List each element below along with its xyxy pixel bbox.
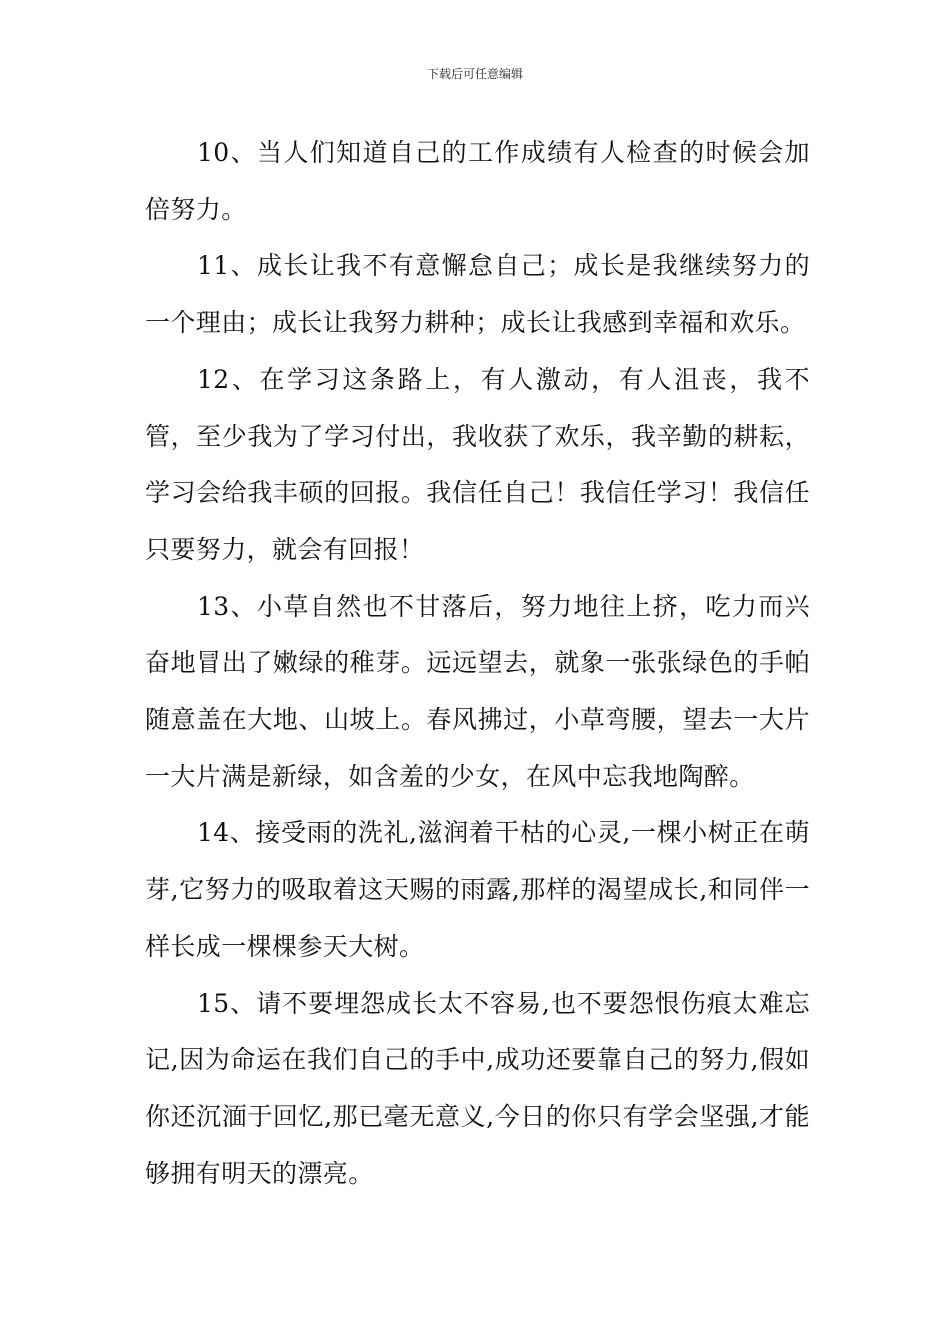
paragraph-11: 11、成长让我不有意懈怠自己；成长是我继续努力的一个理由；成长让我努力耕种；成长让我感到幸福和欢乐。 [145, 251, 810, 338]
paragraph-14: 14、接受雨的洗礼,滋润着干枯的心灵,一棵小树正在萌芽,它努力的吸取着这天赐的雨露,那样的渴望成长,和同伴一样长成一棵棵参天大树。 [145, 818, 810, 961]
paragraph-15: 15、请不要埋怨成长太不容易,也不要怨恨伤痕太难忘记,因为命运在我们自己的手中,成功还要靠自己的努力,假如你还沉湎于回忆,那已毫无意义,今日的你只有学会坚强,才能够拥有明天的漂亮。 [145, 988, 810, 1188]
page-header: 下载后可任意编辑 [426, 67, 523, 81]
document-body [145, 125, 810, 1202]
paragraph-12: 12、在学习这条路上，有人激动，有人沮丧，我不管，至少我为了学习付出，我收获了欢乐，我辛勤的耕耘，学习会给我丰硕的回报。我信任自己！我信任学习！我信任只要努力，就会有回报！ [145, 364, 810, 564]
paragraph-10: 10、当人们知道自己的工作成绩有人检查的时候会加倍努力。 [145, 138, 810, 224]
paragraph-13: 13、小草自然也不甘落后，努力地往上挤，吃力而兴奋地冒出了嫩绿的稚芽。远远望去，就象一张张绿色的手帕随意盖在大地、山坡上。春风拂过，小草弯腰，望去一大片一大片满是新绿，如含羞的少女，在风中忘我地陶醉。 [145, 591, 810, 791]
